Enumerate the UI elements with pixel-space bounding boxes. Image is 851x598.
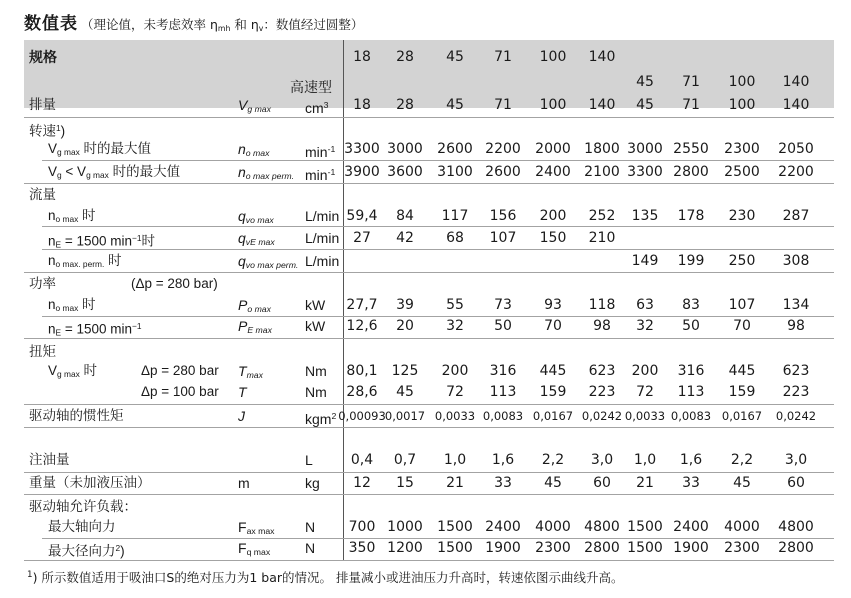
table-cell: 98 <box>787 318 805 334</box>
row-label: 扭矩 <box>29 344 56 359</box>
table-cell: 28,6 <box>346 384 378 400</box>
row-unit: $\min^{-1}$ <box>305 166 336 183</box>
table-cell: 0,0017 <box>384 409 426 423</box>
size-std-header: 45 <box>446 49 464 65</box>
table-cell: 33 <box>494 475 512 491</box>
table-cell: 250 <box>728 253 756 269</box>
table-cell: 156 <box>489 208 517 224</box>
table-cell: 117 <box>441 208 469 224</box>
size-std-header: 71 <box>494 49 512 65</box>
table-cell: 159 <box>539 384 567 400</box>
table-cell: 3300 <box>627 164 663 180</box>
table-cell: 70 <box>544 318 562 334</box>
table-cell: 93 <box>544 297 562 313</box>
table-cell: 3100 <box>437 164 473 180</box>
table-cell: 12,6 <box>346 318 378 334</box>
table-cell: 623 <box>588 363 616 379</box>
table-cell: 12 <box>353 475 371 491</box>
table-cell: 200 <box>441 363 469 379</box>
table-cell: 20 <box>396 318 414 334</box>
row-label: 注油量 <box>29 452 70 467</box>
table-cell: 1,0 <box>633 452 657 468</box>
table-cell: 45 <box>636 97 654 113</box>
row-label: $V_g < V_{g max}$ 时的最大值 <box>48 164 181 181</box>
row-symbol: $F_{ax max}$ <box>238 519 275 537</box>
table-cell: 3300 <box>344 141 380 157</box>
table-cell: 21 <box>636 475 654 491</box>
table-cell: 210 <box>588 230 616 246</box>
table-cell: 2200 <box>485 141 521 157</box>
table-cell: 2200 <box>778 164 814 180</box>
table-cell: 27 <box>353 230 371 246</box>
table-cell: 15 <box>396 475 414 491</box>
row-unit: kW <box>305 297 326 313</box>
row-symbol: J <box>238 408 245 424</box>
row-label: 驱动轴允许负载： <box>29 499 137 514</box>
table-cell: 2,2 <box>541 452 565 468</box>
table-cell: 3000 <box>627 141 663 157</box>
table-cell: 68 <box>446 230 464 246</box>
table-cell: 59,4 <box>346 208 378 224</box>
table-cell: 4000 <box>724 519 760 535</box>
table-cell: 70 <box>733 318 751 334</box>
row-label: $n_{o max}$ 时 <box>48 208 96 225</box>
table-cell: 71 <box>494 97 512 113</box>
table-cell: 308 <box>782 253 810 269</box>
row-label: $n_{o max}$ 时 <box>48 297 96 314</box>
row-unit: Nm <box>305 363 327 379</box>
table-cell: 2800 <box>584 540 620 556</box>
table-cell: 230 <box>728 208 756 224</box>
table-cell: 28 <box>396 97 414 113</box>
row-condition: (Δp = 280 bar) <box>131 276 218 291</box>
table-cell: 2300 <box>535 540 571 556</box>
row-unit: kW <box>305 318 326 334</box>
table-cell: 100 <box>539 97 567 113</box>
table-cell: 178 <box>677 208 705 224</box>
table-cell: 1000 <box>387 519 423 535</box>
table-cell: 140 <box>782 97 810 113</box>
row-symbol: $P_{E max}$ <box>238 318 272 336</box>
table-cell: 72 <box>636 384 654 400</box>
table-cell: 149 <box>631 253 659 269</box>
table-cell: 80,1 <box>346 363 378 379</box>
table-cell: 4800 <box>584 519 620 535</box>
table-cell: 107 <box>728 297 756 313</box>
table-cell: 150 <box>539 230 567 246</box>
table-cell: 4800 <box>778 519 814 535</box>
table-cell: 71 <box>682 97 700 113</box>
row-label: 功率 <box>29 276 56 291</box>
table-cell: 0,0167 <box>532 409 574 423</box>
row-unit: N <box>305 540 316 556</box>
size-std-header: 18 <box>353 49 371 65</box>
table-cell: 27,7 <box>346 297 378 313</box>
row-divider <box>24 183 834 184</box>
row-symbol: $V_{g max}$ <box>238 97 271 115</box>
table-cell: 200 <box>631 363 659 379</box>
table-cell: 1500 <box>437 519 473 535</box>
row-label: 流量 <box>29 187 56 202</box>
table-cell: 83 <box>682 297 700 313</box>
row-unit: $\min^{-1}$ <box>305 143 336 160</box>
row-symbol: $T_{max}$ <box>238 363 263 381</box>
row-symbol: $q_{vo max perm.}$ <box>238 253 299 271</box>
table-cell: 84 <box>396 208 414 224</box>
high-speed-header: 高速型 <box>290 79 332 95</box>
table-cell: 1900 <box>673 540 709 556</box>
table-cell: 223 <box>588 384 616 400</box>
table-cell: 316 <box>489 363 517 379</box>
table-cell: 2600 <box>437 141 473 157</box>
row-divider <box>24 494 834 495</box>
table-cell: 32 <box>636 318 654 334</box>
size-std-header: 140 <box>588 49 616 65</box>
table-cell: 2800 <box>778 540 814 556</box>
table-cell: 3600 <box>387 164 423 180</box>
table-cell: 2400 <box>673 519 709 535</box>
row-label: 排量 <box>29 97 56 112</box>
row-condition: Δp = 280 bar <box>141 363 219 378</box>
row-label: 重量（未加液压油） <box>29 475 151 490</box>
table-cell: 0,7 <box>393 452 417 468</box>
row-unit: $cm^3$ <box>305 99 329 116</box>
row-label: $V_{g max}$ 时的最大值 <box>48 141 152 158</box>
row-divider <box>24 427 834 428</box>
row-unit: N <box>305 519 316 535</box>
table-cell: 2100 <box>584 164 620 180</box>
row-divider <box>24 338 834 339</box>
row-unit: kg <box>305 475 320 491</box>
table-cell: 199 <box>677 253 705 269</box>
table-cell: 1200 <box>387 540 423 556</box>
table-cell: 1900 <box>485 540 521 556</box>
row-label: $V_{g max}$ 时 <box>48 363 98 380</box>
table-cell: 0,00093 <box>338 409 386 423</box>
table-cell: 1800 <box>584 141 620 157</box>
row-label: 最大轴向力 <box>48 519 116 534</box>
table-cell: 107 <box>489 230 517 246</box>
table-cell: 0,0033 <box>624 409 666 423</box>
table-cell: 55 <box>446 297 464 313</box>
row-condition: Δp = 100 bar <box>141 384 219 399</box>
row-symbol: $n_{o max}$ <box>238 141 270 159</box>
table-cell: 316 <box>677 363 705 379</box>
table-cell: 73 <box>494 297 512 313</box>
table-cell: 3,0 <box>784 452 808 468</box>
table-cell: 45 <box>446 97 464 113</box>
table-cell: 60 <box>787 475 805 491</box>
row-symbol: m <box>238 475 250 491</box>
table-cell: 3,0 <box>590 452 614 468</box>
table-cell: 223 <box>782 384 810 400</box>
table-cell: 113 <box>489 384 517 400</box>
table-cell: 50 <box>494 318 512 334</box>
row-divider <box>24 560 834 561</box>
table-cell: 45 <box>544 475 562 491</box>
table-cell: 21 <box>446 475 464 491</box>
table-cell: 39 <box>396 297 414 313</box>
row-symbol: $P_{o max}$ <box>238 297 271 315</box>
table-cell: 0,0242 <box>581 409 623 423</box>
row-symbol: $q_{vE max}$ <box>238 230 275 248</box>
table-cell: 45 <box>733 475 751 491</box>
table-cell: 159 <box>728 384 756 400</box>
title-note: （理论值，未考虑效率 $\eta_{mh}$ 和 $\eta_v$：数值经过圆整） <box>81 17 364 33</box>
table-cell: 118 <box>588 297 616 313</box>
table-cell: 1500 <box>627 540 663 556</box>
size-hs-header: 140 <box>782 74 810 90</box>
table-cell: 200 <box>539 208 567 224</box>
table-cell: 445 <box>728 363 756 379</box>
row-symbol: $n_{o max perm.}$ <box>238 164 294 182</box>
row-label: 转速$^1$) <box>29 123 66 139</box>
table-cell: 1,6 <box>491 452 515 468</box>
size-std-header: 100 <box>539 49 567 65</box>
table-cell: 45 <box>396 384 414 400</box>
table-cell: 0,4 <box>350 452 374 468</box>
table-cell: 0,0242 <box>775 409 817 423</box>
table-cell: 700 <box>348 519 376 535</box>
row-label: 最大径向力$^2$) <box>48 543 125 559</box>
table-cell: 2400 <box>485 519 521 535</box>
page-title <box>24 9 363 34</box>
row-divider <box>24 117 834 118</box>
footnote: $^1$) 所示数值适用于吸油口S的绝对压力为1 bar的情况。 排量减小或进油压力升高时，转速依图示曲线升高。 <box>27 570 624 585</box>
table-cell: 2050 <box>778 141 814 157</box>
row-label: $n_E = 1500$ $\min^{-1}$时 <box>48 233 156 250</box>
table-cell: 18 <box>353 97 371 113</box>
table-cell: 98 <box>593 318 611 334</box>
row-symbol: $q_{vo max}$ <box>238 208 274 226</box>
size-std-header: 28 <box>396 49 414 65</box>
row-label: $n_{o max. perm.}$ 时 <box>48 253 122 270</box>
table-cell: 63 <box>636 297 654 313</box>
table-cell: 2,2 <box>730 452 754 468</box>
table-cell: 2600 <box>485 164 521 180</box>
table-cell: 50 <box>682 318 700 334</box>
row-label: 驱动轴的惯性矩 <box>29 408 124 423</box>
table-cell: 287 <box>782 208 810 224</box>
size-hs-header: 100 <box>728 74 756 90</box>
row-symbol: $F_{q max}$ <box>238 540 271 558</box>
table-cell: 2400 <box>535 164 571 180</box>
size-hs-header: 71 <box>682 74 700 90</box>
table-cell: 1500 <box>627 519 663 535</box>
table-cell: 134 <box>782 297 810 313</box>
row-label: $n_E = 1500$ $\min^{-1}$ <box>48 321 142 338</box>
row-unit: L/min <box>305 253 340 269</box>
table-cell: 135 <box>631 208 659 224</box>
table-cell: 1,0 <box>443 452 467 468</box>
table-cell: 3000 <box>387 141 423 157</box>
table-cell: 0,0033 <box>434 409 476 423</box>
row-unit: L <box>305 452 313 468</box>
row-unit: L/min <box>305 230 340 246</box>
row-unit: Nm <box>305 384 327 400</box>
table-cell: 72 <box>446 384 464 400</box>
table-cell: 3900 <box>344 164 380 180</box>
table-cell: 445 <box>539 363 567 379</box>
table-cell: 252 <box>588 208 616 224</box>
table-cell: 0,0083 <box>482 409 524 423</box>
table-cell: 60 <box>593 475 611 491</box>
table-cell: 350 <box>348 540 376 556</box>
table-cell: 1,6 <box>679 452 703 468</box>
table-cell: 42 <box>396 230 414 246</box>
row-unit: kgm$^2$ <box>305 410 337 427</box>
row-symbol: T <box>238 384 247 400</box>
spec-header: 规格 <box>29 49 57 65</box>
table-cell: 2800 <box>673 164 709 180</box>
table-cell: 623 <box>782 363 810 379</box>
table-cell: 113 <box>677 384 705 400</box>
size-hs-header: 45 <box>636 74 654 90</box>
table-cell: 2300 <box>724 540 760 556</box>
table-cell: 2300 <box>724 141 760 157</box>
table-cell: 0,0167 <box>721 409 763 423</box>
table-cell: 33 <box>682 475 700 491</box>
table-cell: 2550 <box>673 141 709 157</box>
table-cell: 32 <box>446 318 464 334</box>
table-cell: 2000 <box>535 141 571 157</box>
table-cell: 2500 <box>724 164 760 180</box>
row-unit: L/min <box>305 208 340 224</box>
title-main: 数值表 <box>24 14 78 34</box>
table-cell: 125 <box>391 363 419 379</box>
table-cell: 100 <box>728 97 756 113</box>
table-cell: 140 <box>588 97 616 113</box>
table-cell: 1500 <box>437 540 473 556</box>
table-cell: 4000 <box>535 519 571 535</box>
table-cell: 0,0083 <box>670 409 712 423</box>
